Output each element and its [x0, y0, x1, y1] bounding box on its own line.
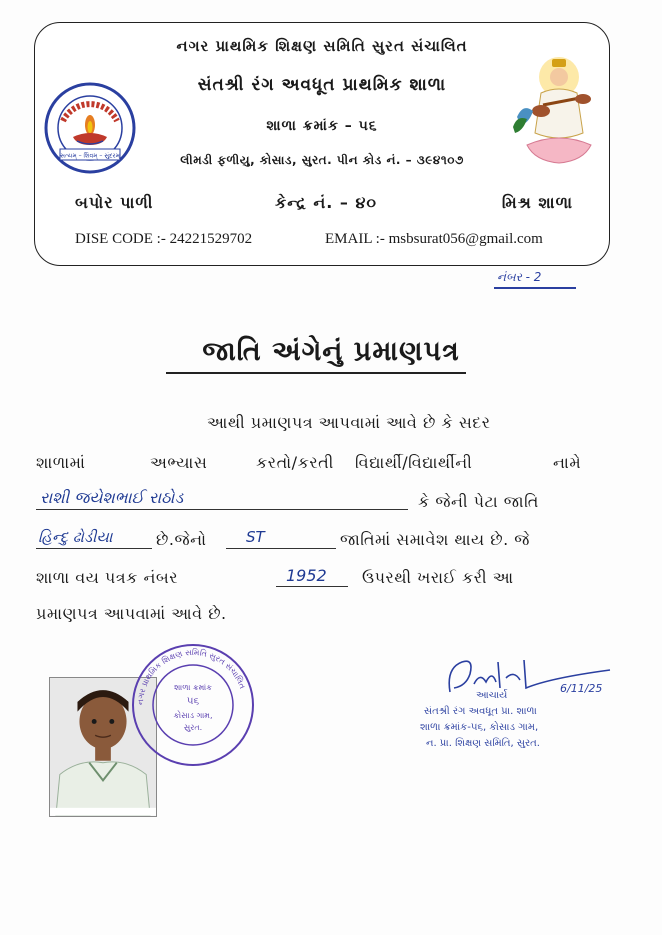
school-stamp: [128, 640, 258, 770]
caste-value: ST: [246, 528, 265, 546]
school-number: શાળા ક્રમાંક – ૫૬: [266, 118, 378, 134]
principal-signature: [440, 648, 620, 708]
reference-underline: [494, 287, 576, 289]
signature-date: 6/11/25: [560, 682, 603, 695]
student-name-value: રાશી જયેશભાઈ રાઠોડ: [40, 488, 184, 507]
body-line-5-prefix: શાળા વય પત્રક નંબર: [36, 568, 179, 587]
principal-role: આચાર્ય: [476, 690, 508, 701]
register-number-line: [276, 586, 348, 587]
stamp-ring-text: નગર પ્રાથમિક શિક્ષણ સમિતિ સુરત સંચાલિત: [135, 647, 248, 706]
body-word-school: શાળામાં: [36, 453, 86, 472]
stamp-center-2: ૫૬: [186, 696, 200, 707]
body-word-student: વિદ્યાર્થી/વિદ્યાર્થીની: [355, 453, 473, 472]
body-word-named: નામે: [553, 453, 582, 472]
signature-line-2: શાળા ક્રમાંક-૫૬, કોસાડ ગામ,: [420, 722, 539, 733]
school-logo: [43, 81, 137, 175]
reference-number: નંબર - 2: [497, 270, 542, 284]
school-address: લીમડી ફળીયુ, કોસાડ, સુરત. પીન કોડ નં. – ૩૯૪૧૦૭: [180, 153, 464, 167]
sub-caste-line: [36, 548, 152, 549]
title-underline: [166, 372, 466, 374]
body-word-study: અભ્યાસ: [150, 453, 208, 472]
logo-motto: સત્યમ્ – શિવમ્ – સુંદરમ્: [60, 152, 120, 160]
body-line-1: આથી પ્રમાણપત્ર આપવામાં આવે છે કે સદર: [207, 413, 491, 432]
school-name: સંતશ્રી રંગ અવધૂત પ્રાથમિક શાળા: [197, 75, 447, 95]
dise-code: DISE CODE :- 24221529702: [75, 231, 253, 247]
saraswati-illustration: [513, 53, 603, 171]
student-name-line: [36, 509, 408, 510]
signature-scribble: Patel: [440, 658, 443, 659]
body-word-doing: કરતો/કરતી: [256, 453, 334, 472]
body-line-4-mid: છે.જેનો: [156, 530, 207, 549]
email-address: EMAIL :- msbsurat056@gmail.com: [325, 231, 543, 247]
signature-line-3: ન. પ્રા. શિક્ષણ સમિતિ, સુરત.: [426, 738, 540, 749]
register-number-value: 1952: [286, 566, 327, 585]
body-line-4-suffix: જાતિમાં સમાવેશ થાય છે. જે: [340, 530, 530, 549]
certificate-title: જાતિ અંગેનું પ્રમાણપત્ર: [202, 336, 460, 367]
kendra-label: કેન્દ્ર નં. – ૪૦: [275, 193, 378, 212]
letterhead: [34, 22, 610, 266]
stamp-center-4: સુરત.: [183, 723, 203, 732]
signature-line-1: સંતશ્રી રંગ અવધૂત પ્રા. શાળા: [424, 706, 537, 717]
body-line-3-suffix: કે જેની પેટા જાતિ: [418, 492, 539, 511]
stamp-center-1: શાળા ક્રમાંક: [174, 683, 212, 692]
stamp-center-3: કોસાડ ગામ,: [173, 711, 213, 720]
body-line-6: પ્રમાણપત્ર આપવામાં આવે છે.: [36, 604, 227, 623]
committee-line: નગર પ્રાથમિક શિક્ષણ સમિતિ સુરત સંચાલિત: [176, 37, 468, 55]
school-type-label: મિશ્ર શાળા: [501, 193, 573, 212]
caste-line: [226, 548, 336, 549]
shift-label: બપોર પાળી: [75, 193, 154, 212]
body-line-5-suffix: ઉપરથી ખરાઈ કરી આ: [362, 568, 514, 587]
sub-caste-value: હિન્દુ ઢોડીયા: [38, 528, 113, 546]
